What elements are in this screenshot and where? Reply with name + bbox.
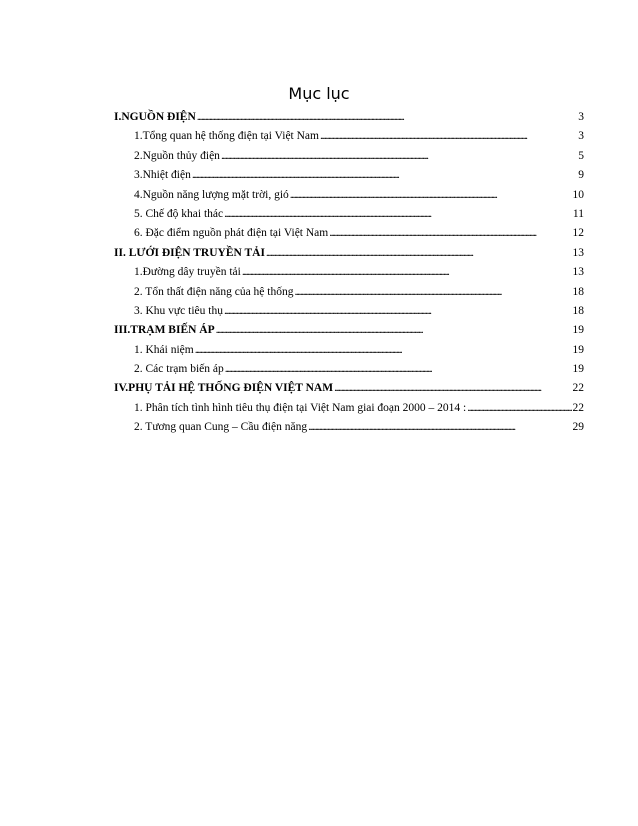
toc-subsection-entry[interactable] (114, 302, 586, 321)
toc-entry-label: 2. Tổn thất điện năng của hệ thống (134, 285, 294, 298)
toc-entry-label: IV.PHỤ TẢI HỆ THỐNG ĐIỆN VIỆT NAM (114, 382, 334, 395)
toc-subsection-entry[interactable] (114, 166, 586, 185)
toc-subsection-entry[interactable] (114, 341, 586, 360)
toc-entry-label: 4.Nguồn năng lượng mặt trời, gió (134, 188, 289, 201)
toc-dot-leader (224, 205, 572, 224)
toc-dot-leader (308, 418, 571, 437)
toc-dot-leader (294, 283, 571, 302)
toc-page-number: 12 (572, 227, 584, 240)
toc-subsection-entry[interactable] (114, 127, 586, 146)
toc-subsection-entry[interactable] (114, 147, 586, 166)
toc-dot-leader (192, 166, 577, 185)
toc-page-number: 3 (578, 130, 584, 143)
toc-title: Mục lục (288, 84, 350, 103)
toc-entry-label: 3. Khu vực tiêu thụ (134, 304, 223, 317)
toc-subsection-entry[interactable] (114, 224, 586, 243)
toc-subsection-entry[interactable] (114, 399, 586, 418)
toc-page-number: 13 (572, 266, 584, 279)
toc-dot-leader (266, 244, 572, 263)
toc-entry-label: 1.Tổng quan hệ thống điện tại Việt Nam (134, 130, 319, 143)
toc-dot-leader (290, 186, 572, 205)
toc-page-number: 29 (572, 421, 584, 434)
toc-entry-label: 1.Đường dây truyền tải (134, 266, 241, 279)
toc-dot-leader (221, 147, 577, 166)
toc-section-entry[interactable] (114, 244, 586, 263)
toc-dot-leader (242, 263, 572, 282)
toc-entry-label: 5. Chế độ khai thác (134, 207, 224, 220)
toc-subsection-entry[interactable] (114, 360, 586, 379)
toc-page-number: 19 (572, 343, 584, 356)
toc-dot-leader (195, 341, 572, 360)
toc-entry-label: 2. Tương quan Cung – Cầu điện năng (134, 421, 308, 434)
toc-section-entry[interactable] (114, 321, 586, 340)
toc-dot-leader (467, 399, 571, 418)
toc-page-number: 13 (572, 246, 584, 259)
toc-dot-leader (334, 379, 571, 398)
toc-dot-leader (329, 224, 571, 243)
toc-dot-leader (216, 321, 572, 340)
toc-page-number: 3 (578, 111, 584, 123)
toc-subsection-entry[interactable] (114, 283, 586, 302)
table-of-contents (114, 108, 586, 438)
toc-dot-leader (225, 360, 572, 379)
toc-page-number: 10 (572, 188, 584, 201)
toc-subsection-entry[interactable] (114, 186, 586, 205)
toc-subsection-entry[interactable] (114, 205, 586, 224)
toc-page-number: 11 (572, 207, 584, 220)
toc-entry-label: 2.Nguồn thủy điện (134, 149, 220, 162)
toc-page-number: 19 (572, 363, 584, 376)
toc-dot-leader (197, 108, 577, 127)
toc-entry-label: 3.Nhiệt điện (134, 169, 191, 182)
toc-page-number: 22 (572, 382, 584, 395)
toc-dot-leader (224, 302, 572, 321)
toc-entry-label: 6. Đặc điểm nguồn phát điện tại Việt Nam (134, 227, 329, 240)
toc-entry-label: I.NGUỒN ĐIỆN (114, 111, 196, 123)
toc-dot-leader (320, 127, 577, 146)
toc-section-entry[interactable] (114, 108, 586, 127)
toc-entry-label: 2. Các trạm biến áp (134, 363, 224, 376)
toc-page-number: 18 (572, 304, 584, 317)
toc-entry-label: 1. Khái niệm (134, 343, 194, 356)
toc-page-number: 5 (578, 149, 584, 162)
toc-entry-label: II. LƯỚI ĐIỆN TRUYỀN TẢI (114, 246, 265, 259)
toc-section-entry[interactable] (114, 379, 586, 398)
toc-entry-label: 1. Phân tích tình hình tiêu thụ điện tại Việt Nam giai đoạn 2000 – 2014 : (134, 401, 467, 414)
toc-subsection-entry[interactable] (114, 418, 586, 437)
toc-page-number: 22 (572, 401, 584, 414)
toc-page-number: 18 (572, 285, 584, 298)
toc-page-number: 9 (578, 169, 584, 182)
toc-page-number: 19 (572, 324, 584, 337)
toc-subsection-entry[interactable] (114, 263, 586, 282)
toc-entry-label: III.TRẠM BIẾN ÁP (114, 324, 215, 337)
